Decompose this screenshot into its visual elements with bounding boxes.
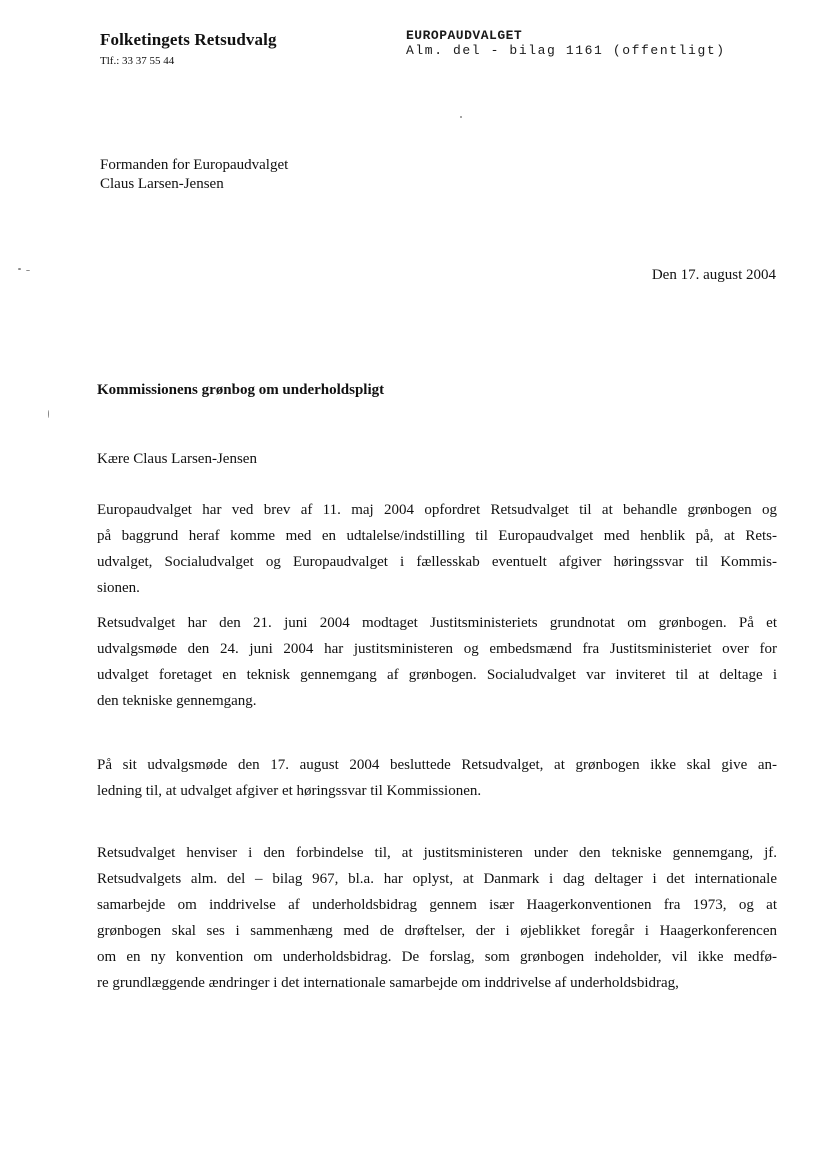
body-paragraph — [97, 497, 777, 601]
paragraph-line: ledning til, at udvalget afgiver et høringssvar til Kommissionen. — [97, 783, 482, 799]
archive-stamp — [406, 28, 726, 59]
paragraph-line: udvalget foretaget en teknisk gennemgang af grønbogen. Socialudvalget var inviteret til at deltage i — [97, 667, 777, 683]
paragraph-line: Europaudvalget har ved brev af 11. maj 2004 opfordret Retsudvalget til at behandle grønbogen og — [97, 502, 777, 518]
paragraph-line: udvalgsmøde den 24. juni 2004 har justitsministeren og embedsmænd fra Justitsministeriet over for — [97, 641, 777, 657]
paragraph-line: Retsudvalget henviser i den forbindelse til, at justitsministeren under den tekniske gennemgang, jf. — [97, 845, 777, 861]
paragraph-line: sionen. — [97, 580, 140, 596]
recipient-name: Claus Larsen-Jensen — [100, 176, 224, 192]
recipient-title: Formanden for Europaudvalget — [100, 157, 289, 173]
paragraph-line: om en ny konvention om underholdsbidrag. De forslag, som grønbogen indeholder, vil ikke medfø- — [97, 949, 777, 965]
paragraph-line: grønbogen skal ses i sammenhæng med de drøftelser, der i øjeblikket foregår i Haagerkonferencen — [97, 923, 777, 939]
recipient-block — [100, 156, 288, 194]
scan-speck — [26, 270, 30, 271]
paragraph-line: samarbejde om inddrivelse af underholdsbidrag gennem især Haagerkonventionen fra 1973, og at — [97, 897, 777, 913]
sender-phone: Tlf.: 33 37 55 44 — [100, 55, 175, 67]
body-paragraph — [97, 610, 777, 714]
paragraph-line: Retsudvalget har den 21. juni 2004 modtaget Justitsministeriets grundnotat om grønbogen. På et — [97, 615, 777, 631]
paragraph-line: den tekniske gennemgang. — [97, 693, 257, 709]
paragraph-line: Retsudvalgets alm. del – bilag 967, bl.a. har oplyst, at Danmark i dag deltager i det internationale — [97, 871, 777, 887]
paragraph-line: På sit udvalgsmøde den 17. august 2004 besluttede Retsudvalget, at grønbogen ikke skal give an- — [97, 757, 777, 773]
scan-speck — [18, 268, 21, 270]
paragraph-line: på baggrund heraf komme med en udtalelse/indstilling til Europaudvalget med henblik på, at Rets- — [97, 528, 777, 544]
body-paragraph — [97, 840, 777, 996]
stamp-title: EUROPAUDVALGET — [406, 28, 523, 43]
sender-name: Folketingets Retsudvalg — [100, 30, 277, 49]
paragraph-line: udvalget, Socialudvalget og Europaudvalget i fællesskab eventuelt afgiver høringssvar til Kommis- — [97, 554, 777, 570]
paragraph-line: re grundlæggende ændringer i det internationale samarbejde om inddrivelse af underholdsbidrag, — [97, 975, 679, 991]
body-paragraph — [97, 752, 777, 804]
letter-subject: Kommissionens grønbog om underholdspligt — [97, 382, 385, 398]
scan-speck — [48, 410, 49, 418]
letter-date: Den 17. august 2004 — [651, 267, 776, 283]
scan-speck — [460, 116, 462, 118]
salutation: Kære Claus Larsen-Jensen — [97, 451, 257, 467]
stamp-reference: Alm. del - bilag 1161 (offentligt) — [406, 43, 726, 58]
